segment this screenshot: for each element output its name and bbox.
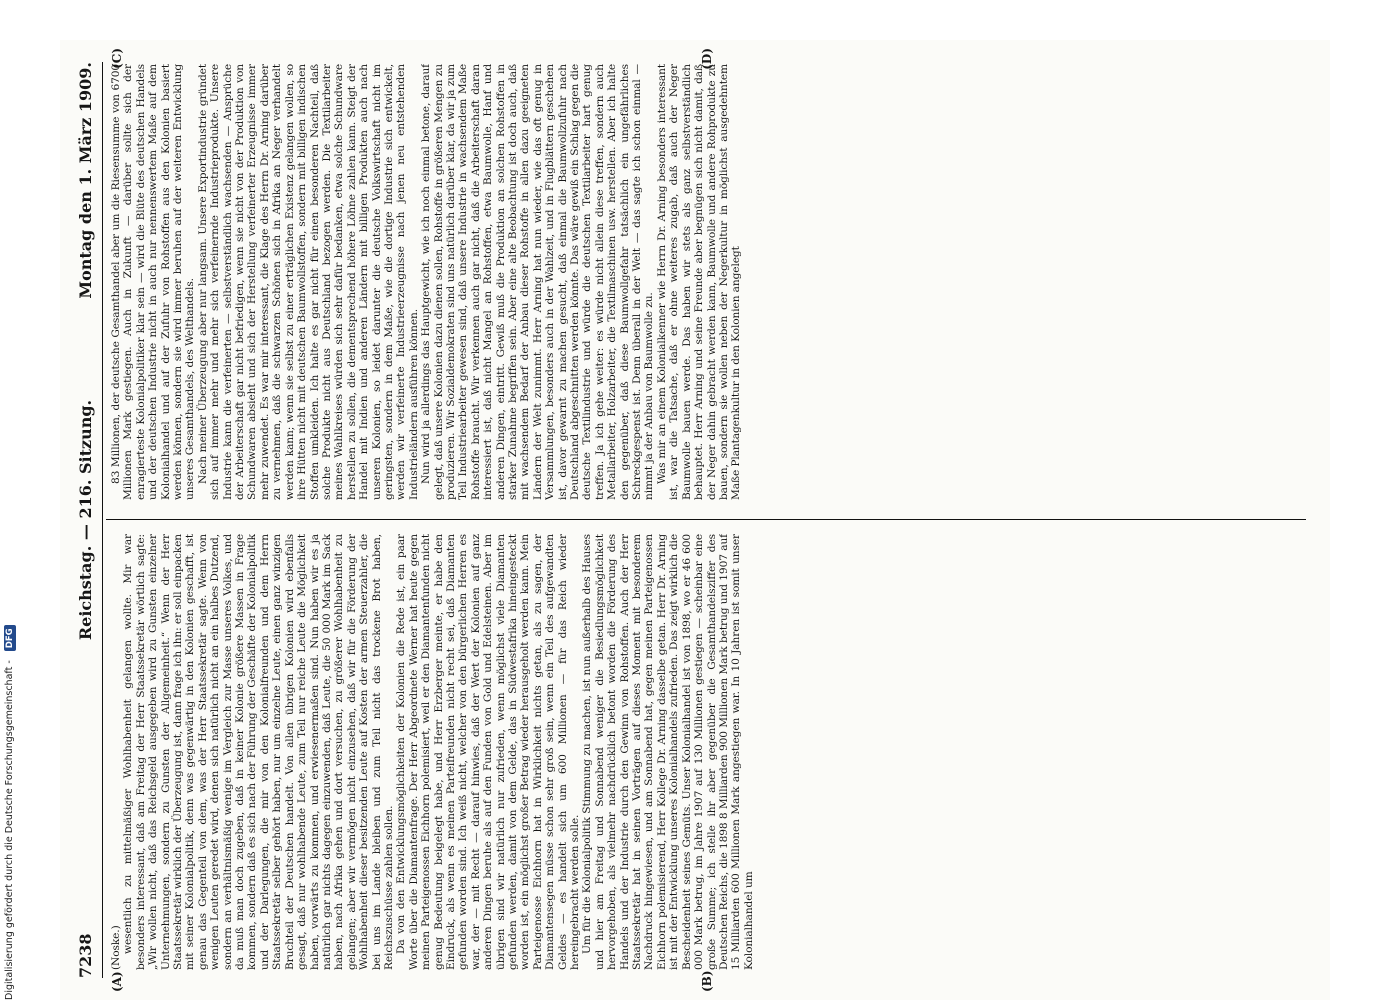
paragraph: Da von den Entwicklungsmöglichkeiten der Kolonien die Rede ist, ein paar Worte über die Diamantenfrage. Der Herr Abgeordnete Werner hat heute gegen meinen Parteigenossen Eichhorn polemisiert, weil er den Diamantenfunden nicht genug Bedeutung beigelegt habe, und Herr Erzberger meinte, er habe den Eindruck, als wenn es meinen Parteifreunden nicht recht sei, daß Diamanten gefunden worden sind. Ich weiß nicht, welcher von den bürgerlichen Herren es war, der — mit Recht — darauf hinwies, daß der Wert der Kolonien auf ganz anderen Dingen beruhe als auf den Funden von Gold und Edelsteinen. Aber im übrigen sind wir natürlich nur zufrieden, wenn möglichst viele Diamanten gefunden werden, damit von dem Gelde, das in Südwestafrika hineingesteckt worden ist, ein möglichst großer Betrag wieder herausgeholt werden kann. Mein Parteigenosse Eichhorn hat in Wirklichkeit nichts getan, als zu sagen, der Diamantensegen müsse schon sehr groß sein, wenn ein Teil des aufgewandten Geldes — es handelt sich um 600 Millionen — für das Reich wieder hereingebracht werden solle. <box>395 534 582 970</box>
margin-marker-c: (C) <box>110 48 124 69</box>
margin-marker-a: (A) <box>110 971 124 992</box>
notice-text: Digitalisierung gefördert durch die Deutsche Forschungsgemeinschaft - <box>4 660 15 1000</box>
margin-marker-d: (D) <box>700 48 714 70</box>
left-column <box>110 534 1290 970</box>
right-column <box>110 64 1290 500</box>
rotated-newspaper-page <box>60 40 1330 1000</box>
column-divider <box>106 519 1306 520</box>
dfg-logo: DFG <box>4 625 16 651</box>
margin-marker-b: (B) <box>700 970 714 992</box>
page-number: 7238 <box>76 933 95 978</box>
paragraph: 83 Millionen, der deutsche Gesamthandel aber um die Riesensumme von 6700 Millionen Mark gestiegen. Auch in Zukunft — darüber sollte sich der enragierteste Kolonialpolitiker klar sein — wird die Blüte des deutschen Handels und der deutschen Industrie nicht in auch nur nennenswertem Maße auf dem Kolonialhandel und auf der Zufuhr von Rohstoffen aus den Kolonien basiert werden können, sondern sie wird immer beruhen auf der weiteren Entwicklung unseres Gesamthandels, des Welthandels. <box>110 64 197 500</box>
header-rule <box>102 62 103 978</box>
digitization-notice <box>2 0 18 1000</box>
paragraph: Was mir an einem Kolonialkenner wie Herrn Dr. Arning besonders interessant ist, war die Tatsache, daß er ohne weiteres zugab, daß auch der Neger Baumwolle bauen werde. Das haben wir stets als ganz selbstverständlich behauptet. Herr Arning und seine Freunde aber begnügen sich nicht damit, daß der Neger dahin gebracht werden kann, Baumwolle und andere Rohprodukte zu bauen, sondern sie wollen neben der Negerkultur in möglichst ausgedehntem Maße Plantagenkultur in den Kolonien angelegt <box>655 64 743 500</box>
paragraph: Nun wird ja allerdings das Hauptgewicht, wie ich noch einmal betone, darauf gelegt, daß unsere Kolonien dazu dienen sollen, Rohstoffe in größeren Mengen zu produzieren. Wir Sozialdemokraten sind uns natürlich darüber klar, da wir ja zum Teil Industriearbeiter gewesen sind, daß unsere Industrie in wachsendem Maße Rohstoffe braucht. Wir verkennen auch gar nicht, daß die Arbeiterschaft daran interessiert ist, daß nicht Mangel an Rohstoffen, etwa Baumwolle, Hanf und anderen Dingen, eintritt. Gewiß muß die Produktion an solchen Rohstoffen in starker Zunahme begriffen sein. Aber eine alte Beobachtung ist doch auch, daß mit wachsendem Bedarf der Anbau dieser Rohstoffe in allen dazu geeigneten Ländern der Welt zunimmt. Herr Arning hat nun wieder, wie das oft genug in Versammlungen, besonders auch in der Wahlzeit, und in Flugblättern geschehen ist, davor gewarnt zu machen gesucht, daß einmal die Baumwollzufuhr nach Deutschland abgeschnitten werden könnte. Das wäre gewiß ein Schlag gegen die deutsche Textilindustrie und würde die deutschen Textilarbeiter hart genug treffen. Ja ich gehe weiter: es würde nicht allein diese treffen, sondern auch Metallarbeiter, Holzarbeiter, die Textilmaschinen usw. herstellen. Aber ich halte den gegenüber, daß diese Baumwollgefahr tatsächlich ein ungefährliches Schreckgespenst ist. Denn überall in der Welt — das sagte ich schon einmal — nimmt ja der Anbau von Baumwolle zu. <box>420 64 656 500</box>
paragraph: wesentlich zu mittelmäßiger Wohlhabenheit gelangen wollte. Mir war besonders interessant, daß am Freitag der Herr Staatssekretär wörtlich sagte: „Wir wollen nicht, daß das Reichsgeld ausgegeben wird zu Gunsten einzelner Unternehmungen, sondern zu Gunsten der Allgemeinheit.“ Wenn der Herr Staatssekretär wirklich der Überzeugung ist, dann frage ich ihn: er soll einpacken mit seiner Kolonialpolitik, denn was gegenwärtig in den Kolonien geschafft, ist genau das Gegenteil von dem, was der Herr Staatssekretär sagte. Wenn von wenigen Leuten geredet wird, denen sich natürlich nicht an ein halbes Dutzend, sondern an verhältnismäßig wenige im Vergleich zur Masse unseres Volkes, und da muß man doch zugeben, daß in keiner Kolonie größere Massen in Frage kommen, sondern daß es sich nach der Führung der Geschäfte der Kolonialpolitik und der Darlegungen, die mir von den Kolonialfreunden und dem Herrn Staatssekretär selber gehört haben, nur um einzelne Leute, einen ganz winzigen Bruchteil der Deutschen handelt. Von allen übrigen Kolonien wird ebenfalls gesagt, daß nur wohlhabende Leute, zum Teil nur reiche Leute die Möglichkeit haben, vorwärts zu kommen, und erwiesenermaßen sind. Nun haben wir es ja natürlich gar nichts dagegen einzuwenden, daß Leute, die 50 000 Mark im Sack haben, nach Afrika gehen und dort versuchen, zu größerer Wohlhabenheit zu gelangen; aber wir vermögen nicht einzusehen, daß wir für die Förderung der Wohlhabenheit dieser besitzenden Leute auf Kosten der armen Steuerzahler, die bei uns im Lande bleiben und zum Teil nicht das trockene Brot haben, Reichszuschüsse zahlen sollen. <box>122 534 395 970</box>
paragraph: Nach meiner Überzeugung aber nur langsam. Unsere Exportindustrie gründet sich auf immer mehr und mehr sich verfeinernde Industrieprodukte. Unsere Industrie kann die verfeinerten — selbstverständlich wachsenden — Ansprüche der Arbeiterschaft gar nicht befriedigen, wenn sie nicht von der Produktion von Schundwaren absieht und sich der Herstellung verfeinerter Erzeugnisse immer mehr zuwendet. Es war mir interessant, die Klage des Herrn Dr. Arning darüber zu vernehmen, daß die schwarzen Schönen sich in Afrika an Neger verhandelt werden kann; wenn sie selbst zu einer erträglichen Existenz gelangen wollen, so ihre Hütten nicht mit deutschen Baumwollstoffen, sondern mit billigen indischen Stoffen umkleiden. Ich halte es gar nicht für einen besonderen Nachteil, daß solche Produkte nicht aus Deutschland bezogen werden. Die Textilarbeiter meines Wahlkreises würden sich sehr dafür bedanken, etwa solche Schundware herstellen zu sollen, die dementsprechend höhere Löhne zahlen kann. Steigt der Handel mit Indien und anderen Ländern mit billigen Produkten auch nach unseren Kolonien, so leidet darunter die deutsche Volkswirtschaft nicht im geringsten, sondern in dem Maße, wie die dortige Industrie sich entwickelt, werden wir verfeinerte Industrieerzeugnisse nach jenen neu entstehenden Industrieländern ausführen können. <box>196 64 420 500</box>
paragraph: Um für die Kolonialpolitik Stimmung zu machen, ist nun außerhalb des Hauses und hier am Freitag und Sonnabend weniger die Besiedlungsmöglichkeit hervorgehoben, als vielmehr nachdrücklich betont worden die Förderung des Handels und der Industrie durch den Gewinn von Rohstoffen. Auch der Herr Staatssekretär hat in seinen Vorträgen auf dieses Moment mit besonderem Nachdruck hingewiesen, und am Sonnabend hat, gegen meinen Parteigenossen Eichhorn polemisierend, Herr Kollege Dr. Arning dasselbe getan. Herr Dr. Arning ist mit der Entwicklung unseres Kolonialhandels zufrieden. Das zeigt wirklich die Bescheidenheit seines Gemüts. Unser Kolonialhandel ist von 1898, wo er 46 600 000 Mark betrug, im Jahre 1907 auf 130 Millionen gestiegen — scheinbar eine große Summe; ich stelle ihr aber gegenüber die Gesamthandelsziffer des Deutschen Reichs, die 1898 8 Milliarden 900 Millionen Mark betrug und 1907 auf 15 Milliarden 600 Millionen Mark angestiegen war. In 10 Jahren ist somit unser Kolonialhandel um <box>581 534 755 970</box>
running-head <box>74 62 100 978</box>
speaker-name: (Noske.) <box>110 925 122 970</box>
date-line: Montag den 1. März 1909. <box>76 62 95 299</box>
session-heading: Reichstag. — 216. Sitzung. <box>76 399 95 641</box>
